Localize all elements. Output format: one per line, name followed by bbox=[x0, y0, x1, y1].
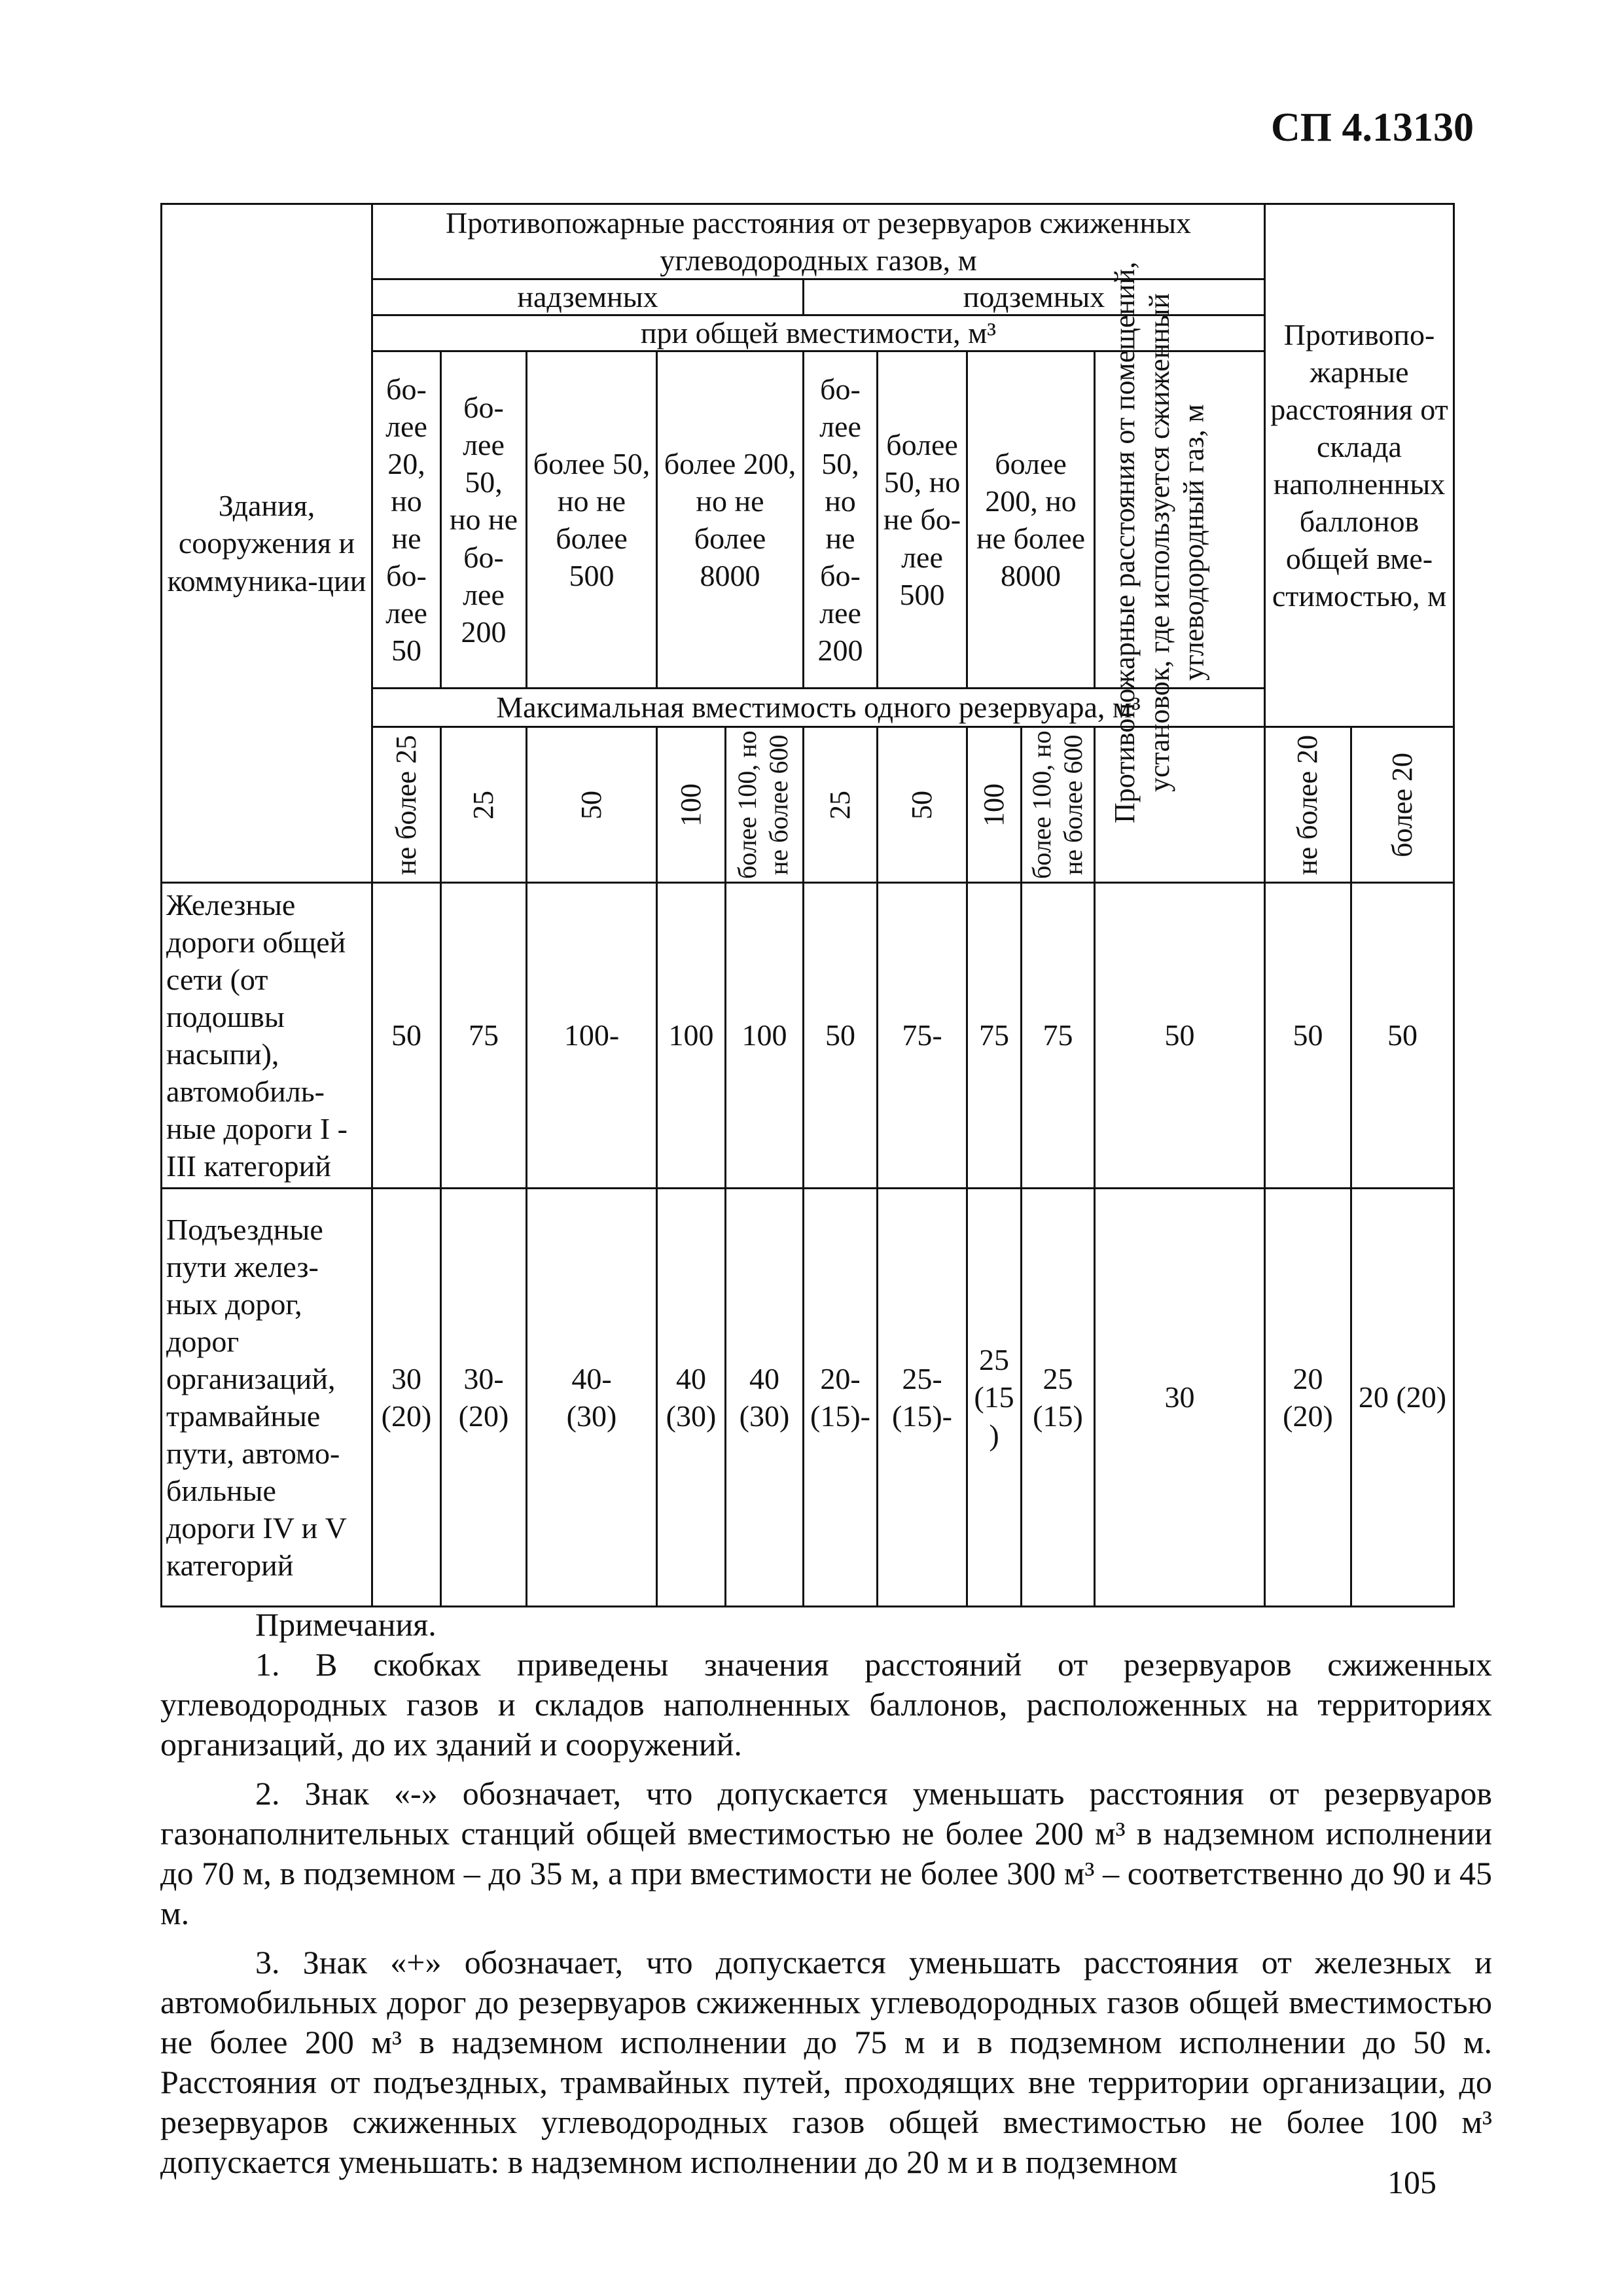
table-cell: 30 bbox=[1094, 1187, 1266, 1607]
header-warehouse-distance: Противопо-жарные расстояния от склада наполненных баллонов общей вме-стимостью, м bbox=[1264, 203, 1455, 728]
capacity-range: более 50, но не более 500 bbox=[526, 350, 658, 689]
capacity-range: более 50, но не бо-лее 500 bbox=[876, 350, 968, 689]
notes-section bbox=[160, 1605, 1492, 2182]
header-underground: подземных bbox=[802, 278, 1266, 316]
table-cell: 25 (15 ) bbox=[966, 1187, 1022, 1607]
header-total-capacity: при общей вместимости, м³ bbox=[371, 314, 1266, 352]
table-cell: 50 bbox=[1264, 882, 1352, 1189]
document-code: СП 4.13130 bbox=[1271, 105, 1474, 150]
table-cell: 25- (15)- bbox=[876, 1187, 968, 1607]
table-cell: 30- (20) bbox=[440, 1187, 527, 1607]
table-cell: 30 (20) bbox=[371, 1187, 442, 1607]
notes-title: Примечания. bbox=[255, 1606, 437, 1643]
table-cell: 75 bbox=[966, 882, 1022, 1189]
table-cell: 20 (20) bbox=[1264, 1187, 1352, 1607]
table-cell: 25 (15) bbox=[1020, 1187, 1096, 1607]
header-max-single: Максимальная вместимость одного резервуара, м³ bbox=[371, 687, 1266, 728]
table-cell: 20- (15)- bbox=[802, 1187, 878, 1607]
page-number: 105 bbox=[1387, 2164, 1436, 2200]
single-capacity: более 100, но не более 600 bbox=[724, 726, 804, 884]
single-capacity: 100 bbox=[966, 726, 1022, 884]
single-capacity: 25 bbox=[440, 726, 527, 884]
capacity-range: бо-лее 20, но не бо-лее 50 bbox=[371, 350, 442, 689]
note-item: 3. Знак «+» обозначает, что допускается уменьшать расстояния от железных и автомобильных дорог до резервуаров сжиженных углеводородных газов общей вместимостью не более 200 м³ в надземном исполнении до 75 м и в подземном исполнении до 50 м. Расстояния от подъездных, трамвайных путей, проходящих вне территории организации, до резервуаров сжиженных углеводородных газов общей вместимостью не более 100 м³ допускается уменьшать: в надземном исполнении до 20 м и в подземном bbox=[160, 1944, 1492, 2180]
note-item: 2. Знак «-» обозначает, что допускается уменьшать расстояния от резервуаров газонаполнительных станций общей вместимостью не более 200 м³ в надземном исполнении до 70 м, в подземном – до 35 м, а при вместимости не более 300 м³ – соответственно до 90 и 45 м. bbox=[160, 1775, 1492, 1931]
header-rooms-distance bbox=[1096, 203, 1266, 884]
table-cell: 50 bbox=[371, 882, 442, 1189]
table-cell: 50 bbox=[1350, 882, 1455, 1189]
capacity-range: более 200, но не более 8000 bbox=[656, 350, 804, 689]
single-capacity: 50 bbox=[876, 726, 968, 884]
warehouse-capacity: не более 20 bbox=[1264, 726, 1352, 884]
note-item: 1. В скобках приведены значения расстояний от резервуаров сжиженных углеводородных газов и складов наполненных баллонов, расположенных на территориях организаций, до их зданий и сооружений. bbox=[160, 1646, 1492, 1763]
table-cell: 75 bbox=[440, 882, 527, 1189]
warehouse-capacity: более 20 bbox=[1350, 726, 1455, 884]
capacity-range: более 200, но не более 8000 bbox=[966, 350, 1096, 689]
rooms-distance-text: Противопожарные расстояния от помещений, установок, где используется сжиженный углеводородный газ, м bbox=[1108, 261, 1210, 823]
table-cell: 75 bbox=[1020, 882, 1096, 1189]
table-cell: 75- bbox=[876, 882, 968, 1189]
single-capacity: 50 bbox=[526, 726, 658, 884]
single-capacity: 100 bbox=[656, 726, 726, 884]
table-cell: 40- (30) bbox=[526, 1187, 658, 1607]
capacity-range: бо-лее 50, но не бо-лее 200 bbox=[802, 350, 878, 689]
table-cell: 40 (30) bbox=[724, 1187, 804, 1607]
table-cell: 100 bbox=[724, 882, 804, 1189]
single-capacity: 25 bbox=[802, 726, 878, 884]
row-label: Подъездные пути желез-ных дорог, дорог организаций, трамвайные пути, автомо-бильные дороги IV и V категорий bbox=[160, 1187, 373, 1607]
header-aboveground: надземных bbox=[371, 278, 804, 316]
single-capacity: более 100, но не более 600 bbox=[1020, 726, 1096, 884]
header-tanks-group: Противопожарные расстояния от резервуаров сжиженных углеводородных газов, м bbox=[371, 203, 1266, 280]
table-cell: 100- bbox=[526, 882, 658, 1189]
table-cell: 40 (30) bbox=[656, 1187, 726, 1607]
table-cell: 100 bbox=[656, 882, 726, 1189]
table-cell: 20 (20) bbox=[1350, 1187, 1455, 1607]
table-cell: 50 bbox=[1094, 882, 1266, 1189]
header-object-column: Здания, сооружения и коммуника-ции bbox=[160, 203, 373, 884]
table-cell: 50 bbox=[802, 882, 878, 1189]
single-capacity: не более 25 bbox=[371, 726, 442, 884]
capacity-range: бо-лее 50, но не бо-лее 200 bbox=[440, 350, 527, 689]
row-label: Железные дороги общей сети (от подошвы насыпи), автомобиль-ные дороги I - III категорий bbox=[160, 882, 373, 1189]
distances-table bbox=[160, 203, 1455, 1607]
